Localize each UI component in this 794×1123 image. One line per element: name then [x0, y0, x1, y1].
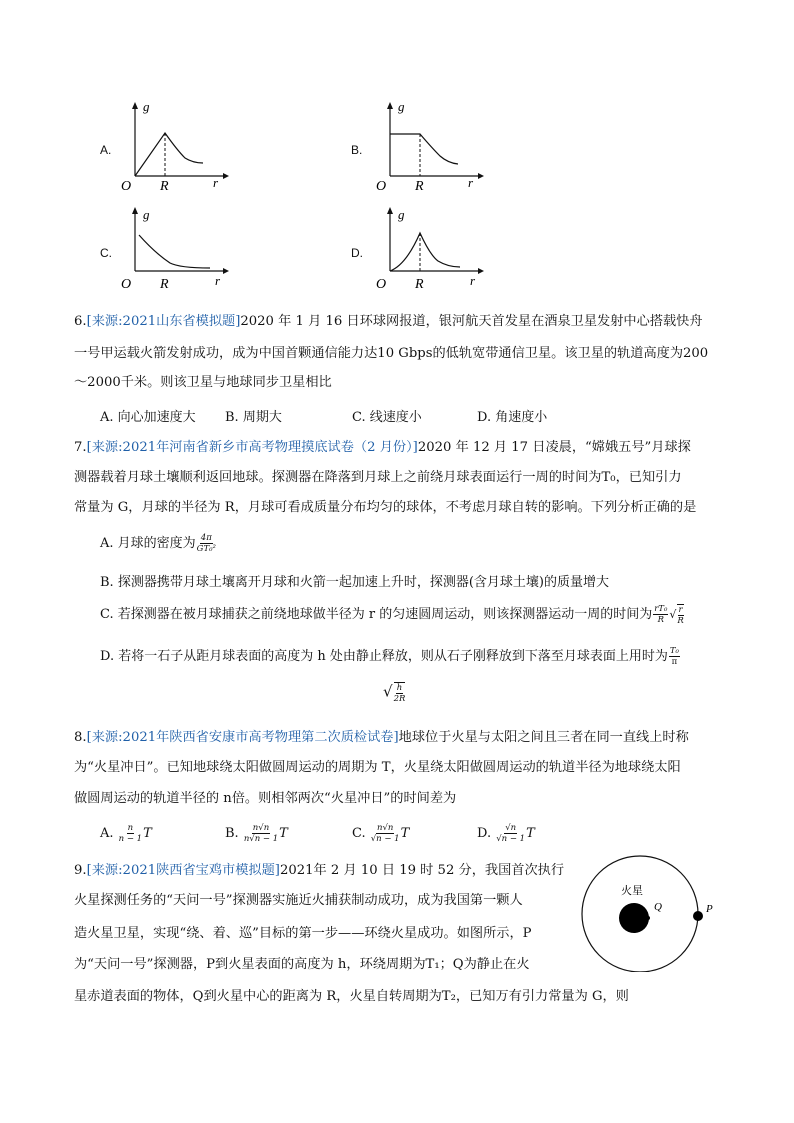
svg-text:r: r — [215, 273, 221, 288]
q7-line3: 常量为 G，月球的半径为 R，月球可看成质量分布均匀的球体，不考虑月球自转的影响。下列分析正确的是 — [74, 500, 697, 515]
mars-planet — [619, 903, 649, 933]
point-p — [693, 911, 703, 921]
q7-source: [来源:2021年河南省新乡市高考物理摸底试卷（2 月份）] — [86, 440, 418, 455]
q7-option-b[interactable]: B. 探测器携带月球土壤离开月球和火箭一起加速上升时，探测器(含月球土壤)的质量增大 — [100, 575, 609, 590]
q6-line3: ～2000千米。则该卫星与地球同步卫星相比 — [74, 375, 332, 390]
mars-orbit-figure — [572, 852, 722, 972]
axis-r: r — [213, 175, 219, 190]
graph-a-plot — [115, 100, 230, 192]
q8-option-b[interactable]: B. $\frac{n√n}{n√n - 1}$ T — [225, 823, 288, 844]
svg-text:R: R — [415, 277, 424, 292]
svg-text:r: r — [468, 175, 474, 190]
q6-source: [来源:2021山东省模拟题] — [86, 314, 241, 329]
q8-option-d[interactable]: D. $\frac{√n}{√n - 1}$ T — [477, 823, 535, 844]
svg-text:g: g — [143, 207, 150, 222]
q8-line1: 8.[来源:2021年陕西省安康市高考物理第二次质检试卷]地球位于火星与太阳之间且三者在同一直线上时称 — [74, 730, 689, 745]
svg-text:R: R — [415, 179, 424, 192]
q9-line4: 为“天问一号”探测器，P到火星表面的高度为 h，环绕周期为T₁；Q为静止在火 — [74, 957, 530, 972]
svg-text:O: O — [376, 277, 387, 292]
svg-text:O: O — [121, 277, 132, 292]
q9-line2: 火星探测任务的“天问一号”探测器实施近火捕获制动成功，成为我国第一颗人 — [74, 893, 523, 908]
q7-option-c[interactable]: C. 若探测器在被月球捕获之前绕地球做半径为 r 的匀速圆周运动，则该探测器运动一周的时间为 $\frac{\text{rT₀}}{R}$ √ $\frac{r}{R}$ — [100, 604, 684, 626]
q9-line3: 造火星卫星，实现“绕、着、巡”目标的第一步——环绕火星成功。如图所示，P — [74, 926, 532, 941]
graph-c-plot — [115, 205, 230, 297]
q6-line1: 6.[来源:2021山东省模拟题]2020 年 1 月 16 日环球网报道，银河航天首发星在酒泉卫星发射中心搭载快舟 — [74, 314, 703, 329]
axis-g: g — [143, 100, 150, 114]
option-label-a: A. — [100, 143, 112, 157]
q6-option-d[interactable]: D. 角速度小 — [477, 410, 548, 425]
p-label: P — [706, 903, 713, 915]
q7-line2: 测器载着月球土壤顺利返回地球。探测器在降落到月球上之前绕月球表面运行一周的时间为T₀，已知引力 — [74, 470, 682, 485]
svg-text:g: g — [398, 100, 405, 114]
q6-option-a[interactable]: A. 向心加速度大 — [100, 410, 196, 425]
q6-option-b[interactable]: B. 周期大 — [225, 410, 282, 425]
option-label-c: C. — [100, 246, 112, 260]
q7-option-d[interactable]: D. 若将一石子从距月球表面的高度为 h 处由静止释放，则从石子刚释放到下落至月球表面上用时为 $\frac{\text{T₀}}{\pi}$ — [100, 646, 679, 667]
origin-o: O — [121, 179, 132, 192]
q9-line1: 9.[来源:2021陕西省宝鸡市模拟题]2021年 2 月 10 日 19 时 52 分，我国首次执行 — [74, 863, 565, 878]
option-label-b: B. — [351, 143, 363, 157]
graph-b-plot — [370, 100, 485, 192]
q8-line2: 为“火星冲日”。已知地球绕太阳做圆周运动的周期为 T，火星绕太阳做圆周运动的轨道半径为地球绕太阳 — [74, 760, 681, 775]
q8-line3: 做圆周运动的轨道半径的 n倍。则相邻两次“火星冲日”的时间差为 — [74, 791, 457, 806]
q7-option-a[interactable]: A. 月球的密度为 $\frac{4\pi}{\text{GT₀²}}$ — [100, 533, 216, 554]
point-q — [646, 916, 650, 920]
q8-option-a[interactable]: A. $\frac{n}{n - 1}$ T — [100, 823, 152, 844]
svg-text:r: r — [470, 273, 476, 288]
svg-text:R: R — [160, 277, 169, 292]
svg-text:g: g — [398, 207, 405, 222]
option-label-d: D. — [351, 246, 363, 260]
mars-label: 火星 — [621, 885, 643, 897]
q9-source: [来源:2021陕西省宝鸡市模拟题] — [86, 863, 280, 878]
q8-option-c[interactable]: C. $\frac{n√n}{√n - 1}$ T — [352, 823, 410, 844]
q7-option-d-root: √ $\frac{h}{2R}$ — [383, 682, 406, 704]
q9-line5: 星赤道表面的物体，Q到火星中心的距离为 R，火星自转周期为T₂，已知万有引力常量为 G，则 — [74, 989, 629, 1004]
mark-r: R — [160, 179, 169, 192]
q6-option-c[interactable]: C. 线速度小 — [352, 410, 422, 425]
q8-source: [来源:2021年陕西省安康市高考物理第二次质检试卷] — [86, 730, 399, 745]
q-label: Q — [654, 901, 662, 913]
svg-text:O: O — [376, 179, 387, 192]
graph-d-plot — [370, 205, 485, 297]
q7-line1: 7.[来源:2021年河南省新乡市高考物理摸底试卷（2 月份）]2020 年 12 月 17 日凌晨，“嫦娥五号”月球探 — [74, 440, 691, 455]
q6-line2: 一号甲运载火箭发射成功，成为中国首颗通信能力达10 Gbps的低轨宽带通信卫星。该卫星的轨道高度为200 — [74, 346, 709, 361]
